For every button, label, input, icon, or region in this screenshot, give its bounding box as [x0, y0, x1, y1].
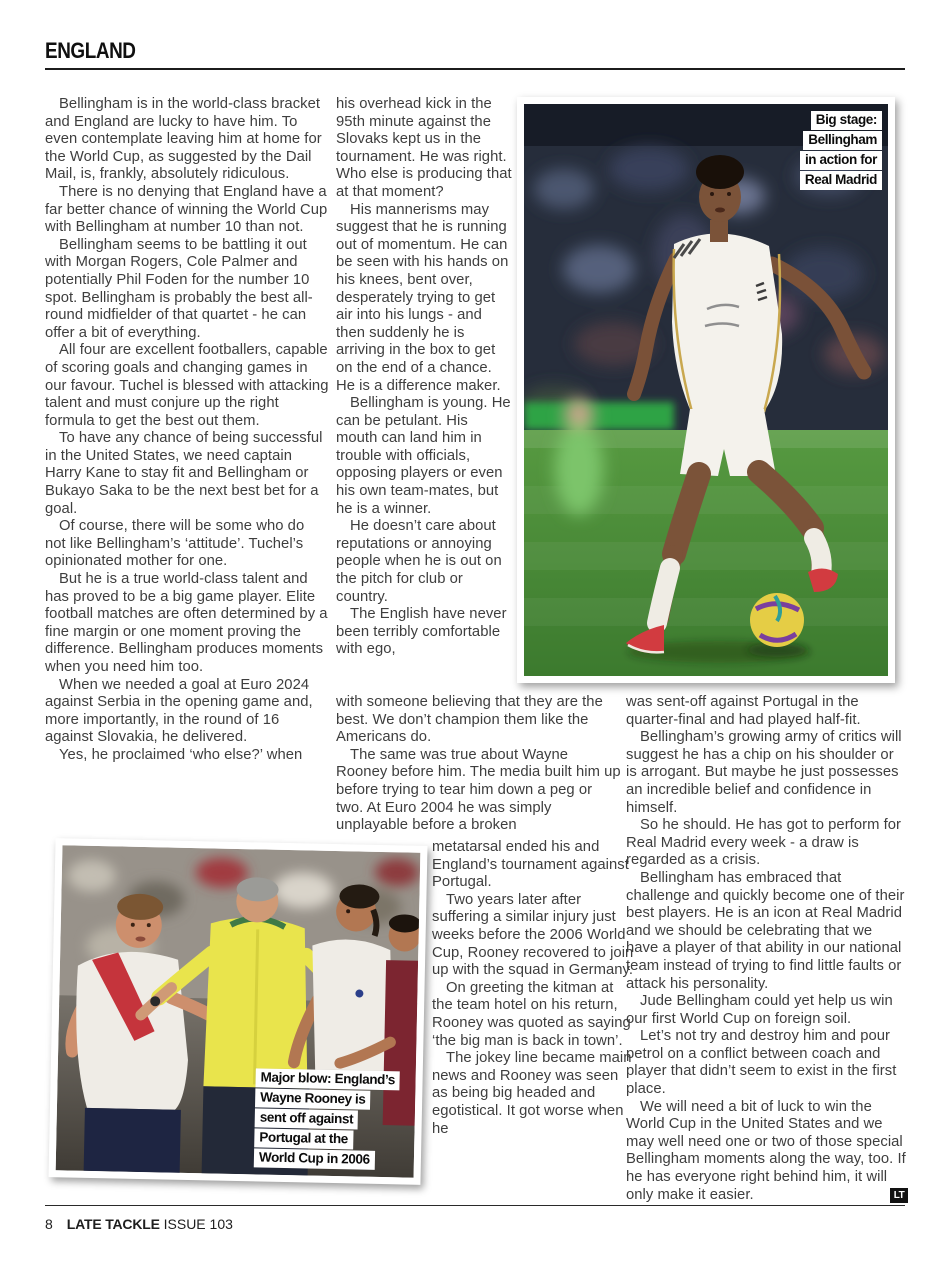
paragraph: When we needed a goal at Euro 2024 against Serbia in the opening game and, more importantly, in the round of 16 against Slovakia, he delivered. — [45, 676, 313, 746]
paragraph: We will need a bit of luck to win the World Cup in the United States and we may well need one or two of those special Bellingham moments along the way, too. If he has everyone right behind him, it will only make it easier. — [626, 1098, 906, 1203]
article-column-2-bottom — [432, 839, 634, 1207]
caption-line: Bellingham — [803, 131, 882, 150]
caption-line: Real Madrid — [800, 171, 882, 190]
paragraph: He doesn’t care about reputations or annoying people when he is out on the pitch for club or country. — [336, 518, 502, 605]
paragraph: So he should. He has got to perform for Real Madrid every week - a draw is regarded as a crisis. — [626, 817, 902, 869]
caption-line: Big stage: — [811, 111, 882, 130]
photo-rooney — [48, 838, 427, 1185]
late-tackle-endmark-icon: LT — [890, 1188, 908, 1203]
page-footer — [45, 1216, 233, 1232]
page-number: 8 — [45, 1216, 53, 1232]
article-column-2-middle — [336, 694, 623, 836]
paragraph: The English have never been terribly comfortable with ego, — [336, 606, 507, 658]
paragraph: Two years later after suffering a similar injury just weeks before the 2006 World Cup, Rooney recovered to join up with the squad in Germany. — [432, 891, 634, 979]
paragraph: Bellingham is in the world-class bracket and England are lucky to have him. To even contemplate leaving him at home for the World Cup, as suggested by the Dail Mail, is, frankly, absolutely ridiculous. — [45, 96, 322, 183]
paragraph: Let’s not try and destroy him and pour petrol on a conflict between coach and player that didn’t seem to exist in the first place. — [626, 1028, 897, 1098]
paragraph: Bellingham has embraced that challenge and quickly become one of their best players. He is an icon at Real Madrid and we should be celebrating that we have a player of that ability in our national team instead of trying to find little faults or attack his personality. — [626, 869, 905, 992]
paragraph: his overhead kick in the 95th minute against the Slovaks kept us in the tournament. He was right. Who else is producing that at that moment? — [336, 96, 512, 200]
paragraph: The jokey line became main news and Rooney was seen as being big headed and egotistical. It got worse when he — [432, 1050, 632, 1137]
caption-line: World Cup in 2006 — [254, 1148, 375, 1170]
caption-line: Portugal at the — [254, 1128, 353, 1149]
paragraph: All four are excellent footballers, capable of scoring goals and changing games in our favour. Tuchel is blessed with attacking talent and must conjure up the right formula to get the best out them. — [45, 342, 329, 429]
photo-caption-rooney — [254, 1068, 400, 1170]
caption-line: in action for — [800, 151, 882, 170]
photo-caption-bellingham — [800, 111, 882, 190]
paragraph: Jude Bellingham could yet help us win our first World Cup on foreign soil. — [626, 993, 893, 1027]
photo-bellingham — [517, 97, 895, 683]
paragraph: metatarsal ended his and England’s tournament against Portugal. — [432, 839, 629, 891]
section-title: ENGLAND — [45, 38, 136, 63]
article-column-1 — [45, 96, 329, 765]
paragraph: The same was true about Wayne Rooney before him. The media built him up before trying to tear him down a peg or two. At Euro 2004 he was simply unplayable before a broken — [336, 746, 621, 834]
paragraph: To have any chance of being successful in the United States, we need captain Harry Kane to stay fit and Bellingham or Bukayo Saka to be the next best bet for a goal. — [45, 430, 323, 517]
paragraph: with someone believing that they are the best. We don’t champion them like the Americans do. — [336, 694, 603, 746]
footer-rule — [45, 1205, 905, 1206]
paragraph: was sent-off against Portugal in the quarter-final and had played half-fit. — [626, 694, 861, 728]
issue-number: ISSUE 103 — [163, 1216, 233, 1232]
caption-line: sent off against — [255, 1108, 359, 1129]
caption-line: Major blow: England’s — [255, 1068, 400, 1090]
paragraph: But he is a true world-class talent and has proved to be a big game player. Elite football matches are often determined by a fine margin or one moment proving the difference. Bellingham produces moments when you need him too. — [45, 571, 328, 675]
article-column-3 — [626, 694, 908, 1204]
header-rule — [45, 68, 905, 70]
article-column-2-top — [336, 96, 512, 694]
paragraph: Bellingham’s growing army of critics will suggest he has a chip on his shoulder or is arrogant. But maybe he just possesses an incredible belief and confidence in himself. — [626, 729, 902, 816]
caption-line: Wayne Rooney is — [255, 1088, 371, 1109]
paragraph: Of course, there will be some who do not like Bellingham’s ‘attitude’. Tuchel’s opinionated mother for one. — [45, 518, 305, 570]
paragraph: There is no denying that England have a far better chance of winning the World Cup with Bellingham at number 10 than not. — [45, 183, 328, 236]
paragraph: Bellingham is young. He can be petulant. His mouth can land him in trouble with officials, opposing players or even his own team-mates, but he is a winner. — [336, 395, 511, 517]
paragraph: On greeting the kitman at the team hotel on his return, Rooney was quoted as saying ‘the big man is back in town’. — [432, 979, 631, 1049]
magazine-name: LATE TACKLE — [66, 1216, 160, 1232]
paragraph: Yes, he proclaimed ‘who else?’ when — [59, 746, 303, 763]
paragraph: His mannerisms may suggest that he is running out of momentum. He can be seen with his hands on his knees, bent over, desperately trying to get air into his lungs - and then suddenly he is arriving in the box to get on the end of a chance. He is a difference maker. — [336, 201, 509, 394]
paragraph: Bellingham seems to be battling it out with Morgan Rogers, Cole Palmer and potentially Phil Foden for the number 10 spot. Bellingham is probably the best all-round midfielder of that quartet - he can offer a bit of everything. — [45, 236, 313, 341]
